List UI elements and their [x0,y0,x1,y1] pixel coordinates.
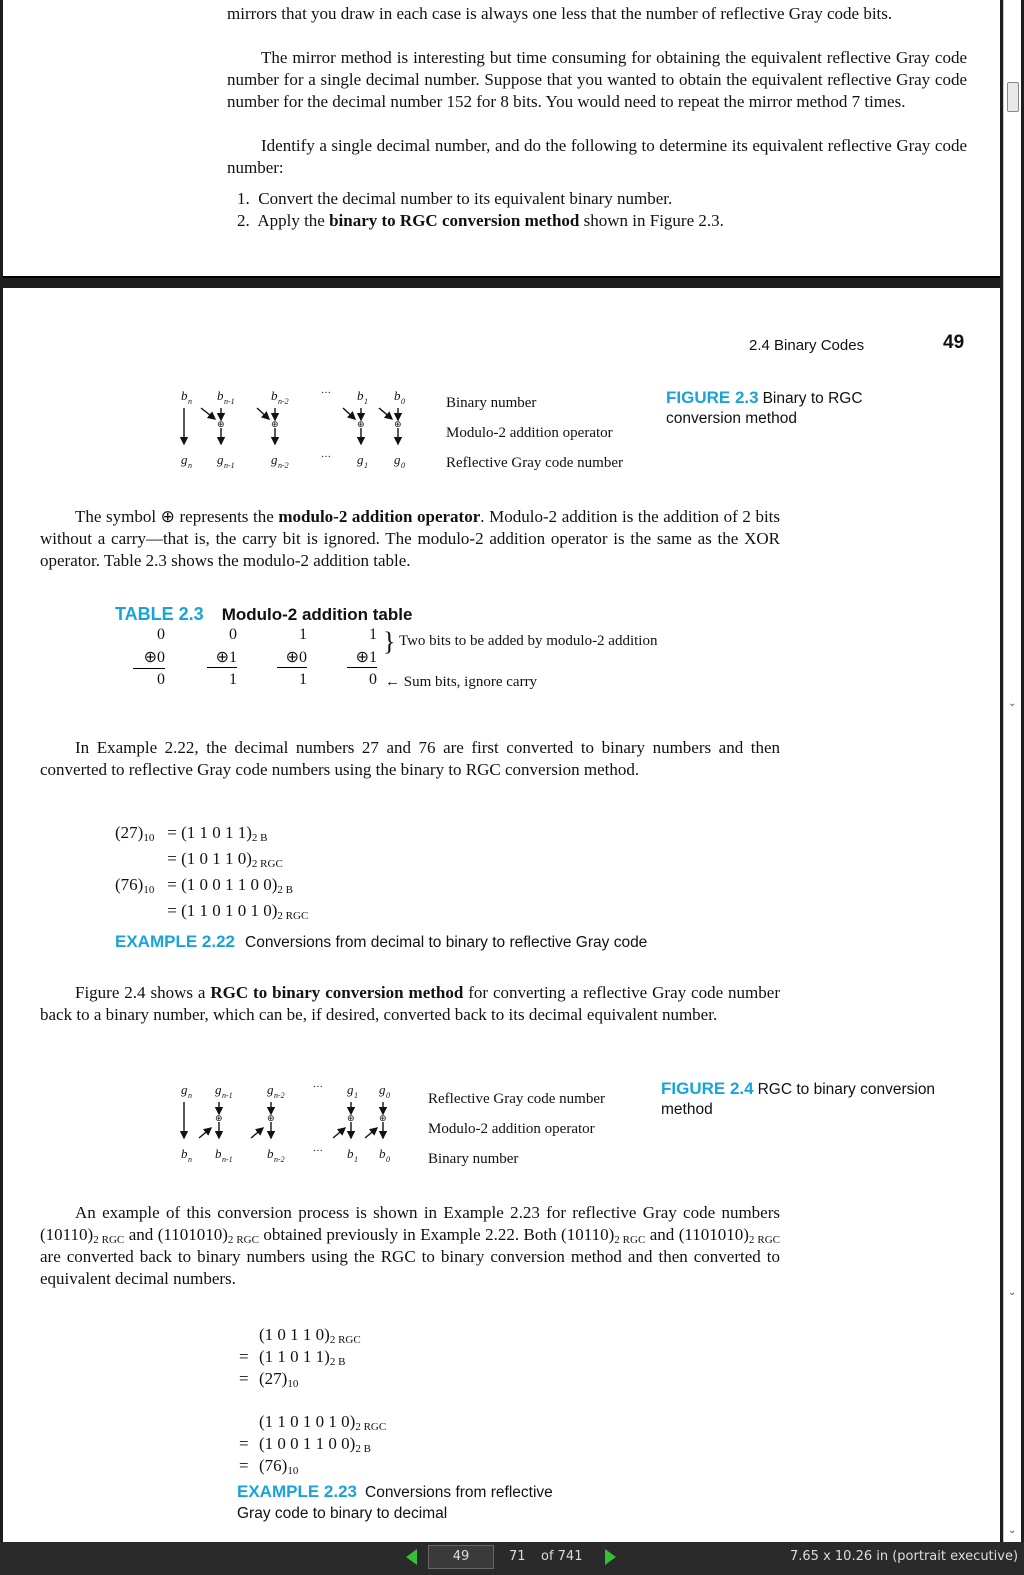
svg-text:⊕: ⊕ [394,420,402,430]
fig24-row-label: Reflective Gray code number [428,1091,606,1107]
chevron-down-icon: ⌄ [1008,1525,1017,1536]
current-page [3,288,1000,1542]
para-example-2-23: An example of this conversion process is shown in Example 2.23 for reflective Gray code numbers $(10110)_{2 RGC}$ and $(1101010)_{2 RGC}$ obtained previously in Example 2.22. Both $(10110)_{2 RGC}$ and $(1101010)_{2 RGC}$ are converted back to binary numbers using the RGC to binary conversion method and then converted to equivalent decimal numbers. [40,1203,780,1288]
fig23-top-sub: 1 [364,397,368,406]
svg-text:⊕: ⊕ [379,1114,387,1124]
fig24-bottom-label: b [181,1146,188,1161]
previous-page-icon[interactable] [406,1549,417,1565]
table-cell: 0 [369,670,377,688]
example-2-23-block1 [239,1324,361,1390]
binary-to-rgc-diagram [171,384,431,476]
fig23-top-sub: n [188,397,192,406]
svg-text:⊕: ⊕ [267,1114,275,1124]
table-cell: 0 [157,671,165,688]
fig24-bottom-sub: n-2 [274,1155,285,1164]
svg-text:⊕: ⊕ [271,420,279,430]
table-note-sum: ← Sum bits, ignore carry [385,674,538,690]
fig24-top-label: g [379,1082,386,1097]
brace-symbol: } [383,627,396,656]
fig23-bottom-sub: 0 [401,461,405,470]
example-2-22-equations [115,820,308,924]
list-item: 2. Apply the binary to RGC conversion method shown in Figure 2.3. [237,211,724,230]
fig24-top-sub: n-2 [274,1091,285,1100]
table-cell: 0 [157,626,165,643]
table-cell: 1 [229,670,237,688]
modulo2-table [133,624,377,691]
fig24-row-labels [428,1084,605,1174]
fig24-bottom-label: b [267,1146,274,1161]
fig23-row-labels [446,388,623,478]
rgc-to-binary-diagram [171,1078,431,1170]
fig24-top-label: g [347,1082,354,1097]
fig24-row-label: Binary number [428,1151,519,1167]
fig23-bottom-label: g [181,452,188,467]
table-cell: 0 [229,626,237,643]
chevron-down-icon: ⌄ [1008,698,1017,709]
equation-line: $(76)_{10} = (1$ 0 0 1 1 0 $0)_{2 B}$ [115,875,294,896]
equation-line: = (1 1 0 1 0 1 $0)_{2 RGC}$ [167,901,309,922]
status-bar [0,1542,1024,1575]
fig24-bottom-label: b [347,1146,354,1161]
equation-line: = (1 0 1 1 $0)_{2 RGC}$ [167,849,283,870]
equation-line: = $(27)_{10}$ [239,1369,299,1390]
fig24-top-label: g [181,1082,188,1097]
page-number: 49 [943,332,965,353]
equation-line: (1 1 0 1 0 1 $0)_{2 RGC}$ [259,1412,387,1433]
svg-text:⊕: ⊕ [215,1114,223,1124]
fig23-top-label: b [394,388,401,403]
prev-para-1: mirrors that you draw in each case is always one less that the number of reflective Gray code bits. [227,4,893,23]
svg-text:⊕: ⊕ [347,1114,355,1124]
fig23-top-label: b [217,388,224,403]
fig23-bottom-label: g [271,452,278,467]
fig23-bottom-sub: 1 [364,461,368,470]
fig24-bottom-sub: 1 [354,1155,358,1164]
fig24-bottom-sub: n [188,1155,192,1164]
fig23-top-label: b [271,388,278,403]
fig24-top-ellipsis: ··· [313,1082,323,1093]
fig24-bottom-label: b [215,1146,222,1161]
table-cell: ⊕0 [277,647,307,668]
prev-list [237,188,957,232]
figure-2-3-caption: FIGURE 2.3 Binary to RGC conversion method [666,388,863,427]
vertical-scrollbar[interactable] [1003,0,1021,1542]
fig23-bottom-sub: n-2 [278,461,289,470]
equation-line: = (1 1 0 1 $1)_{2 B}$ [239,1347,346,1368]
fig23-top-sub: n-1 [224,397,235,406]
equation-line: = $(76)_{10}$ [239,1456,299,1477]
fig24-top-sub: 0 [386,1091,390,1100]
page-total: of 741 [541,1549,583,1564]
table-cell: ⊕0 [133,646,165,669]
para-rgc-to-binary: Figure 2.4 shows a RGC to binary conversion method for converting a reflective Gray code number back to a binary number, which can be, if desired, converted back to its decimal equivalent number. [40,983,780,1024]
figure-2-4-caption: FIGURE 2.4 RGC to binary conversion method [661,1079,936,1118]
table-note-brace: } Two bits to be added by modulo-2 addition [383,627,658,656]
fig24-bottom-ellipsis: ··· [313,1146,323,1157]
running-head: 2.4 Binary Codes [749,337,865,354]
page-index: 71 [509,1549,526,1564]
page-number-input[interactable]: 49 [428,1545,494,1569]
scroll-thumb[interactable] [1007,82,1019,112]
fig23-bottom-label: g [357,452,364,467]
table-cell: ⊕1 [347,647,377,668]
fig23-top-ellipsis: ··· [321,388,331,399]
equation-line: (1 0 1 1 $0)_{2 RGC}$ [259,1325,361,1346]
svg-text:⊕: ⊕ [357,420,365,430]
fig24-xor-symbols [215,1114,387,1124]
fig23-row-label: Reflective Gray code number [446,455,624,471]
chevron-down-icon: ⌄ [1008,1287,1017,1298]
fig23-top-label: b [357,388,364,403]
fig23-bottom-label: g [217,452,224,467]
fig23-bottom-label: g [394,452,401,467]
table-cell: 1 [299,626,307,643]
table-cell: 1 [369,626,377,643]
table-cell: 1 [299,670,307,688]
equation-line: = (1 0 0 1 1 0 $0)_{2 B}$ [239,1434,371,1455]
table-cell: ⊕1 [207,647,237,668]
fig24-bottom-sub: 0 [386,1155,390,1164]
fig23-top-label: b [181,388,188,403]
fig24-top-label: g [267,1082,274,1097]
fig24-top-sub: n-1 [222,1091,233,1100]
fig23-top-sub: 0 [401,397,405,406]
fig23-xor-symbols [217,420,402,430]
figure-2-4-diagram [171,1078,431,1170]
fig24-row-label: Modulo-2 addition operator [428,1121,595,1137]
svg-text:⊕: ⊕ [217,420,225,430]
page-size-info: 7.65 x 10.26 in (portrait executive) [790,1549,1019,1564]
table-2-3-title: TABLE 2.3 Modulo-2 addition table [115,604,413,624]
fig24-bottom-label: b [379,1146,386,1161]
list-item: 1. Convert the decimal number to its equivalent binary number. [237,189,673,208]
fig24-top-label: g [215,1082,222,1097]
fig23-bottom-ellipsis: ··· [321,452,331,463]
example-2-23-caption: EXAMPLE 2.23 Conversions from reflective Gray code to binary to decimal [237,1482,553,1522]
fig23-bottom-sub: n-1 [224,461,235,470]
fig24-top-sub: n [188,1091,192,1100]
prev-para-2: The mirror method is interesting but time consuming for obtaining the equivalent reflective Gray code number for a single decimal number. Suppose that you wanted to obtain the equivalent reflective Gray code number for the decimal number 152 for 8 bits. You would need to repeat the mirror method 7 times. [227,48,967,111]
fig24-top-sub: 1 [354,1091,358,1100]
prev-para-3: Identify a single decimal number, and do the following to determine its equivalent reflective Gray code number: [227,136,967,177]
figure-2-3-diagram [171,384,431,476]
previous-page [3,0,1000,278]
fig23-top-sub: n-2 [278,397,289,406]
fig23-row-label: Modulo-2 addition operator [446,425,613,441]
fig23-bottom-sub: n [188,461,192,470]
next-page-icon[interactable] [605,1549,616,1565]
fig23-row-label: Binary number [446,395,537,411]
fig24-bottom-sub: n-1 [222,1155,233,1164]
para-example-2-22: In Example 2.22, the decimal numbers 27 and 76 are first converted to binary numbers and then converted to reflective Gray code numbers using the binary to RGC conversion method. [40,738,780,779]
example-2-22-caption: EXAMPLE 2.22 Conversions from decimal to binary to reflective Gray code [115,932,648,951]
equation-line: $(27)_{10} = (1$ 1 0 1 $1)_{2 B}$ [115,823,268,844]
example-2-23-block2 [239,1411,386,1477]
para-modulo2: The symbol ⊕ represents the modulo-2 addition operator. Modulo-2 addition is the addition of 2 bits without a carry—that is, the carry bit is ignored. The modulo-2 addition operator is the same as the XOR operator. Table 2.3 shows the modulo-2 addition table. [40,507,781,570]
